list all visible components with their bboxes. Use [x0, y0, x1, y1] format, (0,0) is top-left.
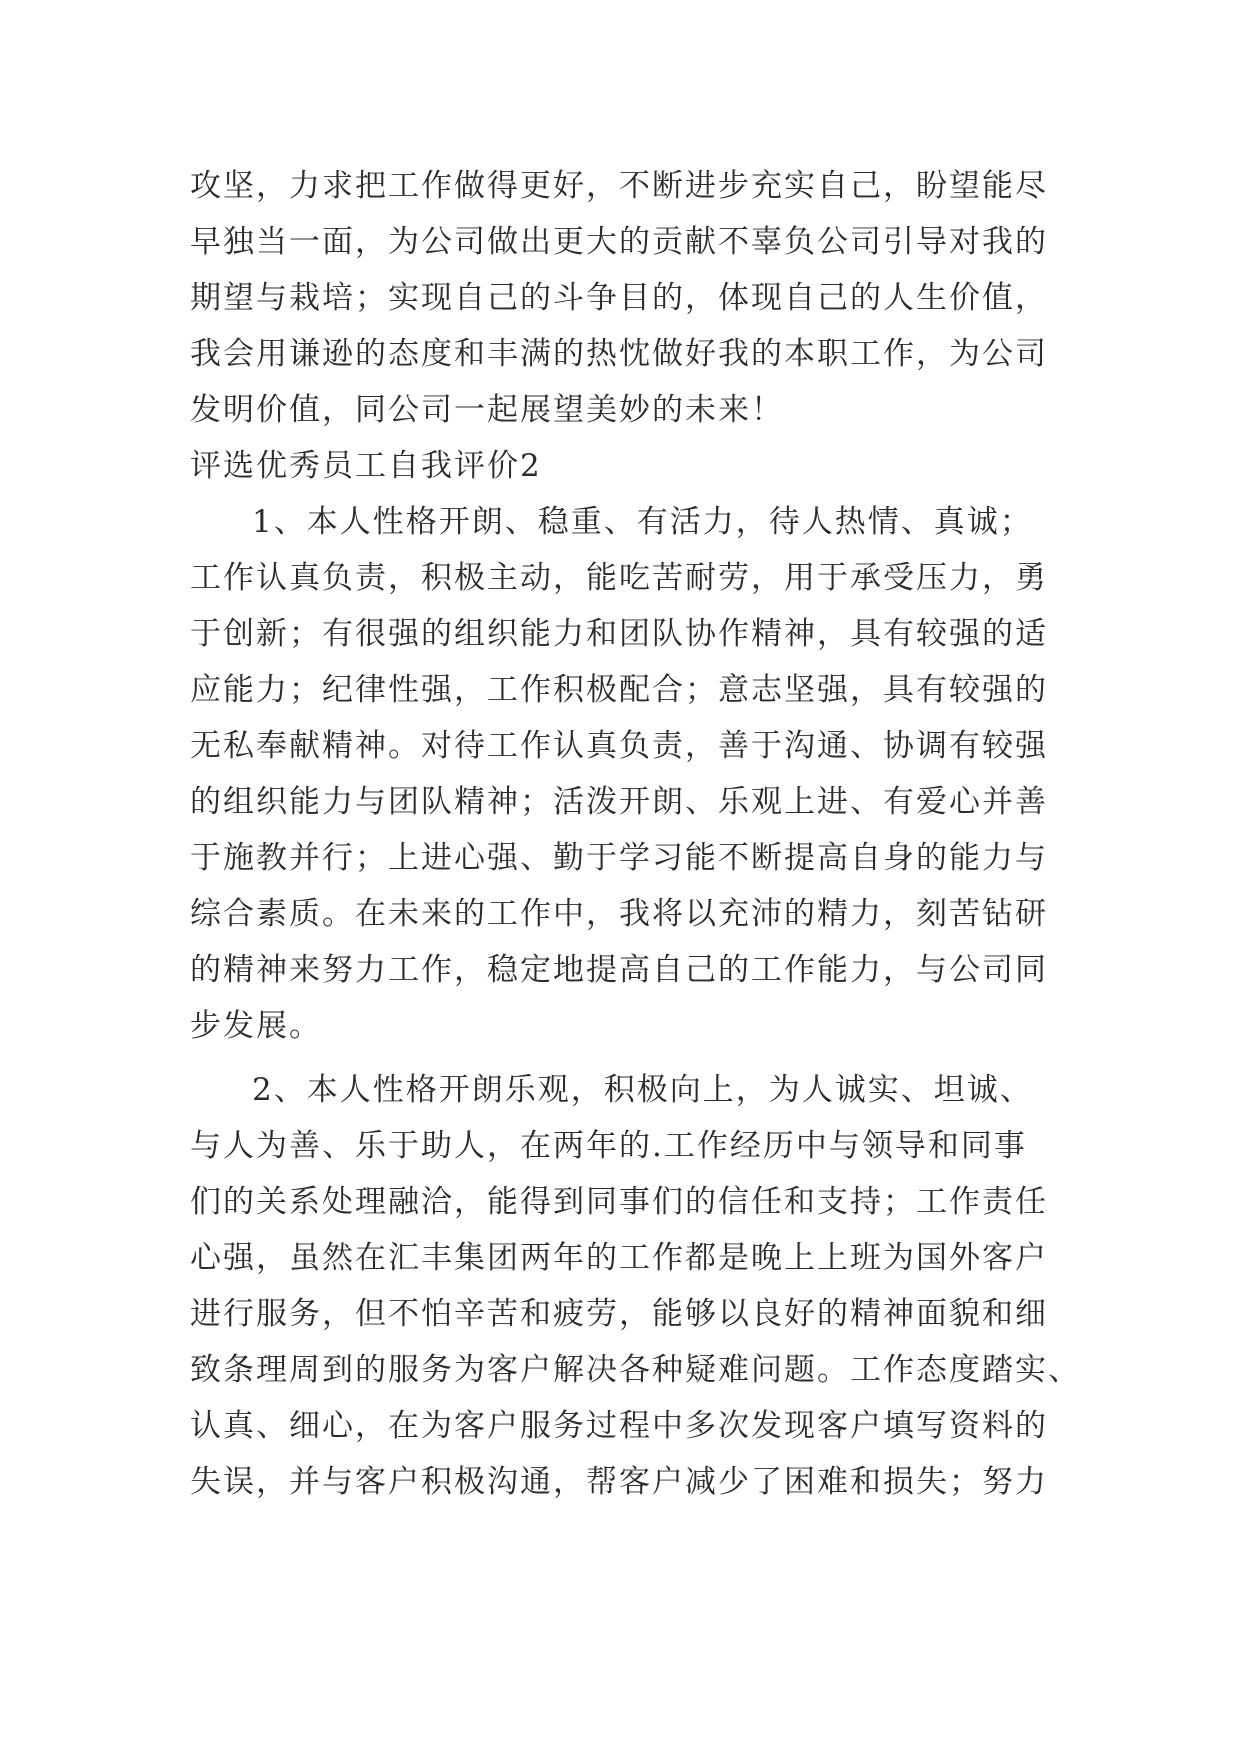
text-line: 我会用谦逊的态度和丰满的热忱做好我的本职工作，为公司: [190, 336, 1048, 372]
text-line: 与人为善、乐于助人，在两年的.工作经历中与领导和同事: [190, 1128, 1027, 1164]
text-line: 工作认真负责，积极主动，能吃苦耐劳，用于承受压力，勇: [190, 560, 1048, 596]
text-line: 发明价值，同公司一起展望美妙的未来！: [190, 392, 784, 428]
text-line: 认真、细心，在为客户服务过程中多次发现客户填写资料的: [190, 1408, 1048, 1444]
intro-paragraph: [190, 158, 1070, 438]
text-line: 于创新；有很强的组织能力和团队协作精神，具有较强的适: [190, 616, 1048, 652]
text-line: 致条理周到的服务为客户解决各种疑难问题。工作态度踏实、: [190, 1352, 1081, 1388]
text-line: 的组织能力与团队精神；活泼开朗、乐观上进、有爱心并善: [190, 784, 1048, 820]
text-line: 们的关系处理融洽，能得到同事们的信任和支持；工作责任: [190, 1184, 1048, 1220]
text-line: 步发展。: [190, 1008, 322, 1044]
text-line: 失误，并与客户积极沟通，帮客户减少了困难和损失；努力: [190, 1464, 1048, 1500]
text-line: 应能力；纪律性强，工作积极配合；意志坚强，具有较强的: [190, 672, 1048, 708]
text-line: 综合素质。在未来的工作中，我将以充沛的精力，刻苦钻研: [190, 896, 1048, 932]
text-line: 攻坚，力求把工作做得更好，不断进步充实自己，盼望能尽: [190, 168, 1048, 204]
text-line: 早独当一面，为公司做出更大的贡献不辜负公司引导对我的: [190, 224, 1048, 260]
text-line: 的精神来努力工作，稳定地提高自己的工作能力，与公司同: [190, 952, 1048, 988]
document-page: [190, 158, 1081, 1510]
text-line: 2、本人性格开朗乐观，积极向上，为人诚实、坦诚、: [252, 1072, 1033, 1108]
section-heading: 评选优秀员工自我评价2: [190, 448, 542, 484]
text-line: 于施教并行；上进心强、勤于学习能不断提高自身的能力与: [190, 840, 1048, 876]
text-line: 心强，虽然在汇丰集团两年的工作都是晚上上班为国外客户: [190, 1240, 1048, 1276]
text-line: 期望与栽培；实现自己的斗争目的，体现自己的人生价值，: [190, 280, 1048, 316]
paragraph-1: [190, 494, 1070, 1054]
text-line: 进行服务，但不怕辛苦和疲劳，能够以良好的精神面貌和细: [190, 1296, 1048, 1332]
text-line: 1、本人性格开朗、稳重、有活力，待人热情、真诚；: [252, 504, 1033, 540]
paragraph-2: [190, 1062, 1081, 1510]
text-line: 无私奉献精神。对待工作认真负责，善于沟通、协调有较强: [190, 728, 1048, 764]
